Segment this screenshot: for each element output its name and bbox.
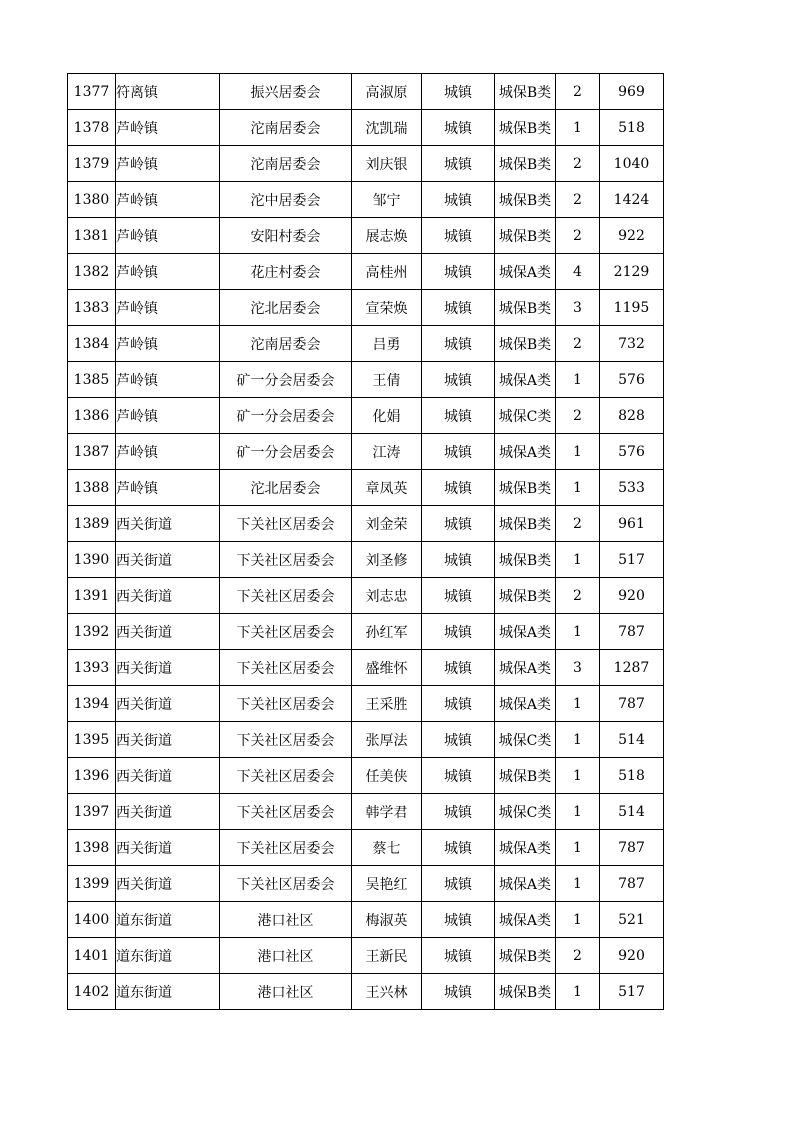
town-cell: 西关街道 <box>116 794 220 830</box>
name-cell: 吴艳红 <box>352 866 422 902</box>
row-number-cell: 1385 <box>68 362 116 398</box>
row-number-cell: 1384 <box>68 326 116 362</box>
name-cell: 孙红军 <box>352 614 422 650</box>
household-count-cell: 1 <box>556 110 600 146</box>
area-type-cell: 城镇 <box>422 974 495 1010</box>
table-row <box>68 830 664 866</box>
table-row <box>68 326 664 362</box>
amount-cell: 521 <box>600 902 664 938</box>
row-number-cell: 1390 <box>68 542 116 578</box>
category-cell: 城保B类 <box>495 74 556 110</box>
table-row <box>68 110 664 146</box>
row-number-cell: 1388 <box>68 470 116 506</box>
amount-cell: 922 <box>600 218 664 254</box>
table-row <box>68 722 664 758</box>
area-type-cell: 城镇 <box>422 470 495 506</box>
amount-cell: 518 <box>600 110 664 146</box>
household-count-cell: 2 <box>556 182 600 218</box>
name-cell: 蔡七 <box>352 830 422 866</box>
town-cell: 符离镇 <box>116 74 220 110</box>
amount-cell: 1040 <box>600 146 664 182</box>
category-cell: 城保A类 <box>495 686 556 722</box>
community-cell: 花庄村委会 <box>220 254 352 290</box>
town-cell: 芦岭镇 <box>116 398 220 434</box>
amount-cell: 533 <box>600 470 664 506</box>
row-number-cell: 1393 <box>68 650 116 686</box>
table-row <box>68 362 664 398</box>
category-cell: 城保B类 <box>495 938 556 974</box>
name-cell: 盛维怀 <box>352 650 422 686</box>
town-cell: 芦岭镇 <box>116 470 220 506</box>
town-cell: 芦岭镇 <box>116 182 220 218</box>
household-count-cell: 1 <box>556 470 600 506</box>
community-cell: 下关社区居委会 <box>220 830 352 866</box>
row-number-cell: 1399 <box>68 866 116 902</box>
community-cell: 下关社区居委会 <box>220 794 352 830</box>
town-cell: 芦岭镇 <box>116 434 220 470</box>
community-cell: 沱南居委会 <box>220 110 352 146</box>
name-cell: 章凤英 <box>352 470 422 506</box>
community-cell: 下关社区居委会 <box>220 866 352 902</box>
name-cell: 王兴林 <box>352 974 422 1010</box>
roster-body <box>68 74 664 1010</box>
table-row <box>68 398 664 434</box>
community-cell: 下关社区居委会 <box>220 578 352 614</box>
row-number-cell: 1391 <box>68 578 116 614</box>
town-cell: 道东街道 <box>116 902 220 938</box>
community-cell: 安阳村委会 <box>220 218 352 254</box>
amount-cell: 518 <box>600 758 664 794</box>
area-type-cell: 城镇 <box>422 398 495 434</box>
table-row <box>68 938 664 974</box>
category-cell: 城保A类 <box>495 254 556 290</box>
table-row <box>68 290 664 326</box>
amount-cell: 514 <box>600 794 664 830</box>
household-count-cell: 2 <box>556 506 600 542</box>
row-number-cell: 1386 <box>68 398 116 434</box>
table-row <box>68 902 664 938</box>
area-type-cell: 城镇 <box>422 506 495 542</box>
name-cell: 化娟 <box>352 398 422 434</box>
household-count-cell: 1 <box>556 686 600 722</box>
category-cell: 城保B类 <box>495 146 556 182</box>
town-cell: 西关街道 <box>116 686 220 722</box>
table-row <box>68 74 664 110</box>
town-cell: 西关街道 <box>116 506 220 542</box>
row-number-cell: 1379 <box>68 146 116 182</box>
row-number-cell: 1380 <box>68 182 116 218</box>
table-row <box>68 254 664 290</box>
amount-cell: 517 <box>600 974 664 1010</box>
amount-cell: 576 <box>600 362 664 398</box>
name-cell: 高桂州 <box>352 254 422 290</box>
area-type-cell: 城镇 <box>422 362 495 398</box>
row-number-cell: 1382 <box>68 254 116 290</box>
household-count-cell: 1 <box>556 758 600 794</box>
row-number-cell: 1381 <box>68 218 116 254</box>
household-count-cell: 3 <box>556 290 600 326</box>
town-cell: 芦岭镇 <box>116 110 220 146</box>
town-cell: 芦岭镇 <box>116 326 220 362</box>
community-cell: 振兴居委会 <box>220 74 352 110</box>
household-count-cell: 1 <box>556 902 600 938</box>
category-cell: 城保B类 <box>495 182 556 218</box>
amount-cell: 787 <box>600 686 664 722</box>
community-cell: 沱南居委会 <box>220 146 352 182</box>
town-cell: 芦岭镇 <box>116 290 220 326</box>
name-cell: 张厚法 <box>352 722 422 758</box>
table-row <box>68 506 664 542</box>
area-type-cell: 城镇 <box>422 74 495 110</box>
community-cell: 下关社区居委会 <box>220 506 352 542</box>
amount-cell: 920 <box>600 938 664 974</box>
category-cell: 城保B类 <box>495 326 556 362</box>
row-number-cell: 1397 <box>68 794 116 830</box>
area-type-cell: 城镇 <box>422 686 495 722</box>
name-cell: 邹宁 <box>352 182 422 218</box>
area-type-cell: 城镇 <box>422 614 495 650</box>
household-count-cell: 4 <box>556 254 600 290</box>
community-cell: 矿一分会居委会 <box>220 434 352 470</box>
area-type-cell: 城镇 <box>422 326 495 362</box>
household-count-cell: 2 <box>556 146 600 182</box>
category-cell: 城保A类 <box>495 434 556 470</box>
category-cell: 城保B类 <box>495 470 556 506</box>
name-cell: 吕勇 <box>352 326 422 362</box>
town-cell: 西关街道 <box>116 542 220 578</box>
household-count-cell: 1 <box>556 794 600 830</box>
name-cell: 刘志忠 <box>352 578 422 614</box>
row-number-cell: 1394 <box>68 686 116 722</box>
name-cell: 王新民 <box>352 938 422 974</box>
town-cell: 西关街道 <box>116 758 220 794</box>
amount-cell: 576 <box>600 434 664 470</box>
area-type-cell: 城镇 <box>422 578 495 614</box>
category-cell: 城保B类 <box>495 542 556 578</box>
row-number-cell: 1398 <box>68 830 116 866</box>
roster-table <box>67 73 664 1010</box>
area-type-cell: 城镇 <box>422 182 495 218</box>
amount-cell: 732 <box>600 326 664 362</box>
area-type-cell: 城镇 <box>422 758 495 794</box>
name-cell: 王倩 <box>352 362 422 398</box>
category-cell: 城保C类 <box>495 722 556 758</box>
name-cell: 刘圣修 <box>352 542 422 578</box>
household-count-cell: 2 <box>556 74 600 110</box>
area-type-cell: 城镇 <box>422 254 495 290</box>
category-cell: 城保A类 <box>495 362 556 398</box>
community-cell: 港口社区 <box>220 902 352 938</box>
amount-cell: 1287 <box>600 650 664 686</box>
household-count-cell: 2 <box>556 398 600 434</box>
amount-cell: 961 <box>600 506 664 542</box>
household-count-cell: 1 <box>556 614 600 650</box>
amount-cell: 787 <box>600 614 664 650</box>
area-type-cell: 城镇 <box>422 218 495 254</box>
name-cell: 刘金荣 <box>352 506 422 542</box>
community-cell: 港口社区 <box>220 938 352 974</box>
town-cell: 芦岭镇 <box>116 218 220 254</box>
household-count-cell: 3 <box>556 650 600 686</box>
household-count-cell: 2 <box>556 938 600 974</box>
town-cell: 西关街道 <box>116 830 220 866</box>
community-cell: 下关社区居委会 <box>220 686 352 722</box>
town-cell: 西关街道 <box>116 650 220 686</box>
name-cell: 高淑原 <box>352 74 422 110</box>
town-cell: 芦岭镇 <box>116 146 220 182</box>
area-type-cell: 城镇 <box>422 434 495 470</box>
household-count-cell: 1 <box>556 722 600 758</box>
category-cell: 城保B类 <box>495 578 556 614</box>
town-cell: 西关街道 <box>116 722 220 758</box>
row-number-cell: 1389 <box>68 506 116 542</box>
community-cell: 下关社区居委会 <box>220 722 352 758</box>
category-cell: 城保A类 <box>495 614 556 650</box>
table-row <box>68 182 664 218</box>
town-cell: 芦岭镇 <box>116 362 220 398</box>
category-cell: 城保B类 <box>495 290 556 326</box>
amount-cell: 920 <box>600 578 664 614</box>
table-row <box>68 578 664 614</box>
community-cell: 矿一分会居委会 <box>220 362 352 398</box>
name-cell: 梅淑英 <box>352 902 422 938</box>
area-type-cell: 城镇 <box>422 794 495 830</box>
name-cell: 韩学君 <box>352 794 422 830</box>
household-count-cell: 1 <box>556 830 600 866</box>
town-cell: 西关街道 <box>116 866 220 902</box>
household-count-cell: 1 <box>556 434 600 470</box>
amount-cell: 787 <box>600 866 664 902</box>
row-number-cell: 1378 <box>68 110 116 146</box>
household-count-cell: 1 <box>556 542 600 578</box>
town-cell: 芦岭镇 <box>116 254 220 290</box>
community-cell: 下关社区居委会 <box>220 542 352 578</box>
table-row <box>68 686 664 722</box>
table-row <box>68 542 664 578</box>
table-row <box>68 794 664 830</box>
category-cell: 城保B类 <box>495 758 556 794</box>
name-cell: 沈凯瑞 <box>352 110 422 146</box>
household-count-cell: 2 <box>556 218 600 254</box>
table-row <box>68 974 664 1010</box>
amount-cell: 969 <box>600 74 664 110</box>
area-type-cell: 城镇 <box>422 938 495 974</box>
town-cell: 西关街道 <box>116 614 220 650</box>
category-cell: 城保A类 <box>495 830 556 866</box>
amount-cell: 1424 <box>600 182 664 218</box>
table-row <box>68 650 664 686</box>
amount-cell: 787 <box>600 830 664 866</box>
row-number-cell: 1387 <box>68 434 116 470</box>
category-cell: 城保B类 <box>495 506 556 542</box>
town-cell: 道东街道 <box>116 938 220 974</box>
row-number-cell: 1383 <box>68 290 116 326</box>
row-number-cell: 1402 <box>68 974 116 1010</box>
table-row <box>68 758 664 794</box>
household-count-cell: 1 <box>556 866 600 902</box>
household-count-cell: 2 <box>556 326 600 362</box>
category-cell: 城保C类 <box>495 794 556 830</box>
category-cell: 城保B类 <box>495 218 556 254</box>
table-row <box>68 614 664 650</box>
table-row <box>68 434 664 470</box>
name-cell: 王采胜 <box>352 686 422 722</box>
category-cell: 城保C类 <box>495 398 556 434</box>
row-number-cell: 1396 <box>68 758 116 794</box>
area-type-cell: 城镇 <box>422 542 495 578</box>
row-number-cell: 1400 <box>68 902 116 938</box>
row-number-cell: 1392 <box>68 614 116 650</box>
amount-cell: 517 <box>600 542 664 578</box>
category-cell: 城保A类 <box>495 902 556 938</box>
town-cell: 西关街道 <box>116 578 220 614</box>
community-cell: 沱中居委会 <box>220 182 352 218</box>
row-number-cell: 1401 <box>68 938 116 974</box>
amount-cell: 2129 <box>600 254 664 290</box>
area-type-cell: 城镇 <box>422 830 495 866</box>
area-type-cell: 城镇 <box>422 722 495 758</box>
name-cell: 任美侠 <box>352 758 422 794</box>
amount-cell: 514 <box>600 722 664 758</box>
name-cell: 宣荣焕 <box>352 290 422 326</box>
community-cell: 下关社区居委会 <box>220 650 352 686</box>
name-cell: 江涛 <box>352 434 422 470</box>
name-cell: 刘庆银 <box>352 146 422 182</box>
category-cell: 城保A类 <box>495 866 556 902</box>
table-row <box>68 218 664 254</box>
row-number-cell: 1377 <box>68 74 116 110</box>
category-cell: 城保B类 <box>495 974 556 1010</box>
community-cell: 沱北居委会 <box>220 290 352 326</box>
area-type-cell: 城镇 <box>422 110 495 146</box>
area-type-cell: 城镇 <box>422 650 495 686</box>
name-cell: 展志焕 <box>352 218 422 254</box>
table-row <box>68 470 664 506</box>
area-type-cell: 城镇 <box>422 146 495 182</box>
community-cell: 港口社区 <box>220 974 352 1010</box>
row-number-cell: 1395 <box>68 722 116 758</box>
community-cell: 沱北居委会 <box>220 470 352 506</box>
category-cell: 城保B类 <box>495 110 556 146</box>
table-row <box>68 146 664 182</box>
community-cell: 下关社区居委会 <box>220 614 352 650</box>
household-count-cell: 2 <box>556 578 600 614</box>
household-count-cell: 1 <box>556 362 600 398</box>
household-count-cell: 1 <box>556 974 600 1010</box>
amount-cell: 828 <box>600 398 664 434</box>
town-cell: 道东街道 <box>116 974 220 1010</box>
table-row <box>68 866 664 902</box>
community-cell: 沱南居委会 <box>220 326 352 362</box>
amount-cell: 1195 <box>600 290 664 326</box>
area-type-cell: 城镇 <box>422 290 495 326</box>
area-type-cell: 城镇 <box>422 902 495 938</box>
community-cell: 下关社区居委会 <box>220 758 352 794</box>
community-cell: 矿一分会居委会 <box>220 398 352 434</box>
category-cell: 城保A类 <box>495 650 556 686</box>
area-type-cell: 城镇 <box>422 866 495 902</box>
